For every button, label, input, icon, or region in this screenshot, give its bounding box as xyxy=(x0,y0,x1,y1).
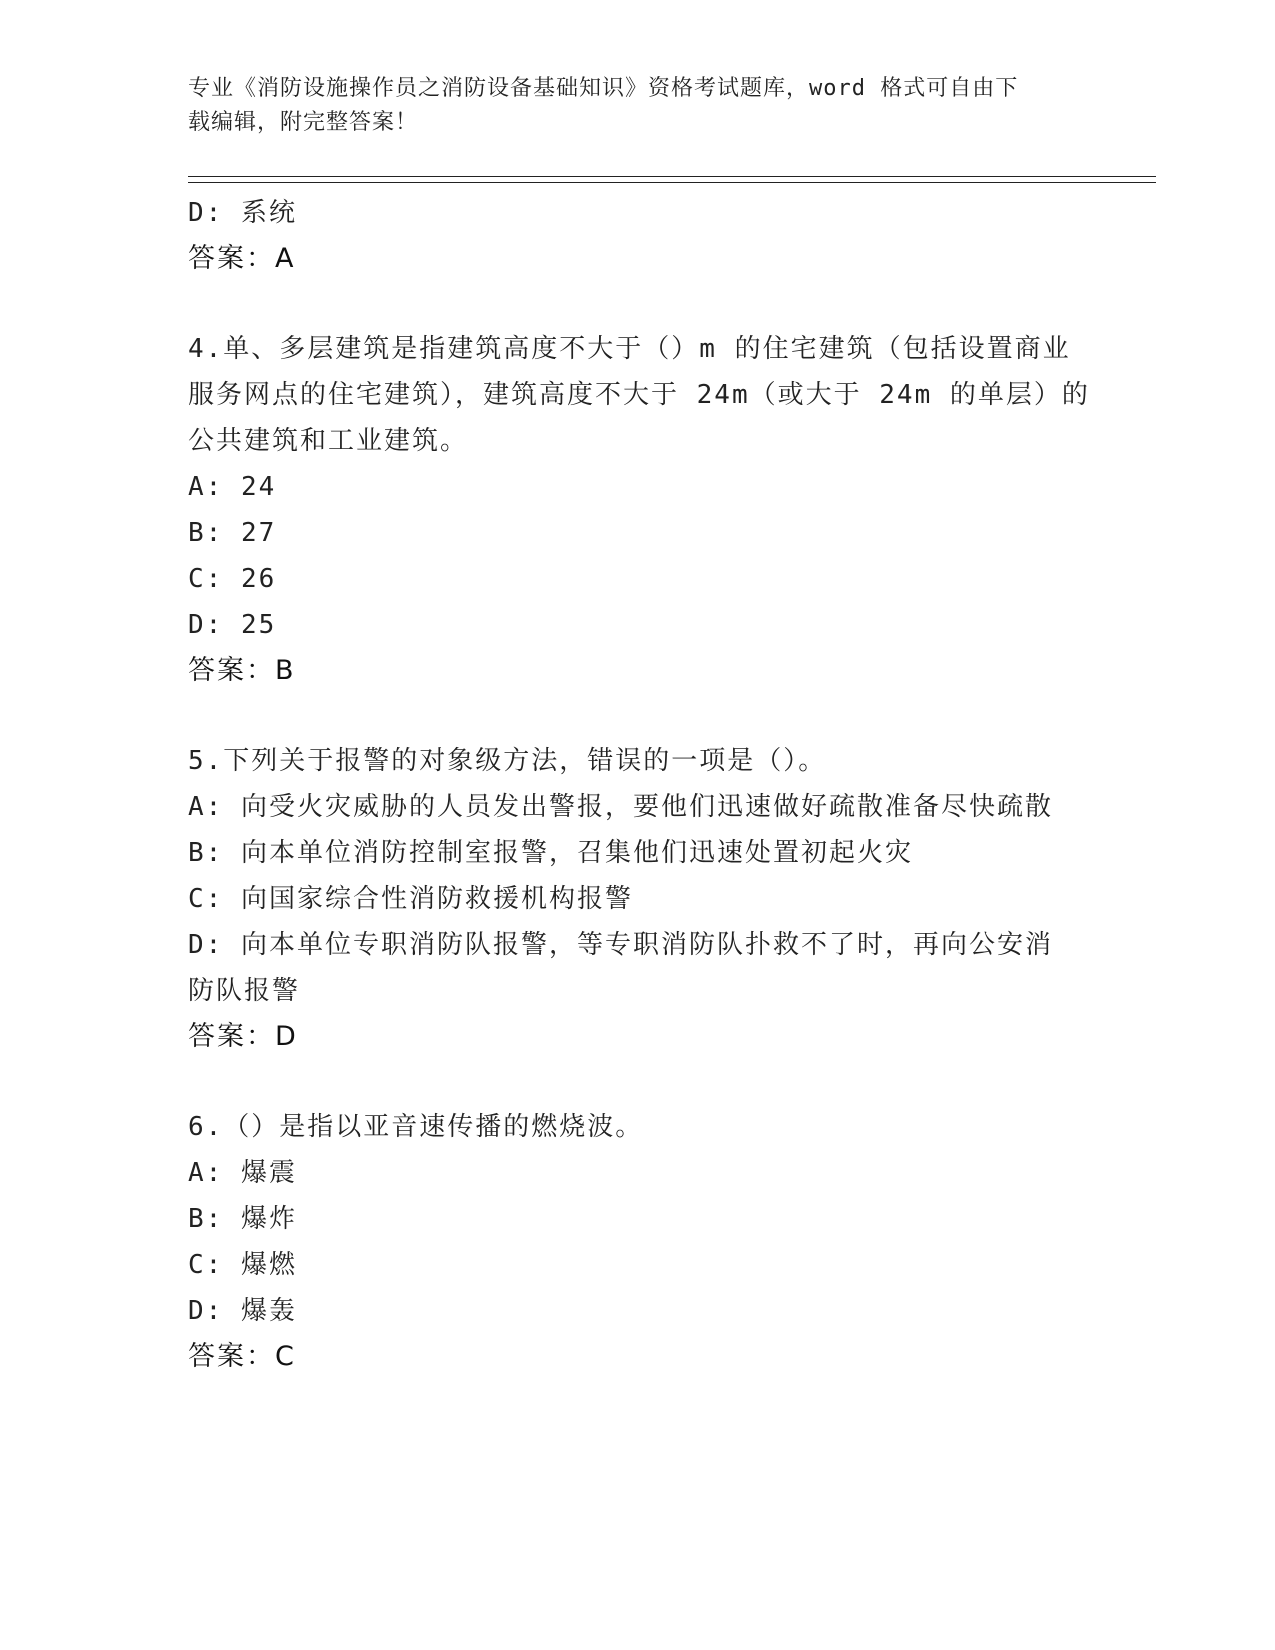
option-c: C: 26 xyxy=(188,564,277,594)
option-d: D: 向本单位专职消防队报警，等专职消防队扑救不了时，再向公安消 xyxy=(188,930,1053,960)
option-d: D: 25 xyxy=(188,610,277,640)
option-b: B: 爆炸 xyxy=(188,1204,297,1234)
option-a: A: 24 xyxy=(188,472,277,502)
answer: 答案：A xyxy=(188,243,296,274)
option-b: B: 27 xyxy=(188,518,277,548)
option-b: B: 向本单位消防控制室报警，召集他们迅速处置初起火灾 xyxy=(188,838,913,868)
answer: 答案：B xyxy=(188,655,296,686)
option-a: A: 爆震 xyxy=(188,1158,297,1188)
question-4 xyxy=(188,326,1088,694)
header-line-2: 载编辑，附完整答案！ xyxy=(188,110,419,135)
option-d-continued: 防队报警 xyxy=(188,976,301,1006)
answer: 答案：C xyxy=(188,1341,296,1372)
question-5 xyxy=(188,738,1088,1060)
header-line-1: 专业《消防设施操作员之消防设备基础知识》资格考试题库，word 格式可自由下 xyxy=(188,76,1019,101)
option-c: C: 爆燃 xyxy=(188,1250,297,1280)
previous-question-tail xyxy=(188,190,1088,282)
option-a: A: 向受火灾威胁的人员发出警报，要他们迅速做好疏散准备尽快疏散 xyxy=(188,792,1053,822)
option-d: D: 系统 xyxy=(188,198,297,228)
option-d: D: 爆轰 xyxy=(188,1296,297,1326)
header-divider-top xyxy=(188,176,1156,177)
question-stem-line: 6.（）是指以亚音速传播的燃烧波。 xyxy=(188,1112,644,1142)
question-6 xyxy=(188,1104,1088,1380)
answer: 答案：D xyxy=(188,1021,298,1052)
question-content xyxy=(188,190,1088,1380)
question-stem-line: 5.下列关于报警的对象级方法，错误的一项是（）。 xyxy=(188,746,827,776)
question-stem-line: 服务网点的住宅建筑），建筑高度不大于 24m（或大于 24m 的单层）的 xyxy=(188,380,1090,410)
question-stem-line: 公共建筑和工业建筑。 xyxy=(188,426,469,456)
question-stem-line: 4.单、多层建筑是指建筑高度不大于（）m 的住宅建筑（包括设置商业 xyxy=(188,334,1071,364)
option-c: C: 向国家综合性消防救援机构报警 xyxy=(188,884,633,914)
header-divider-bottom xyxy=(188,182,1156,183)
document-header xyxy=(188,72,1068,140)
